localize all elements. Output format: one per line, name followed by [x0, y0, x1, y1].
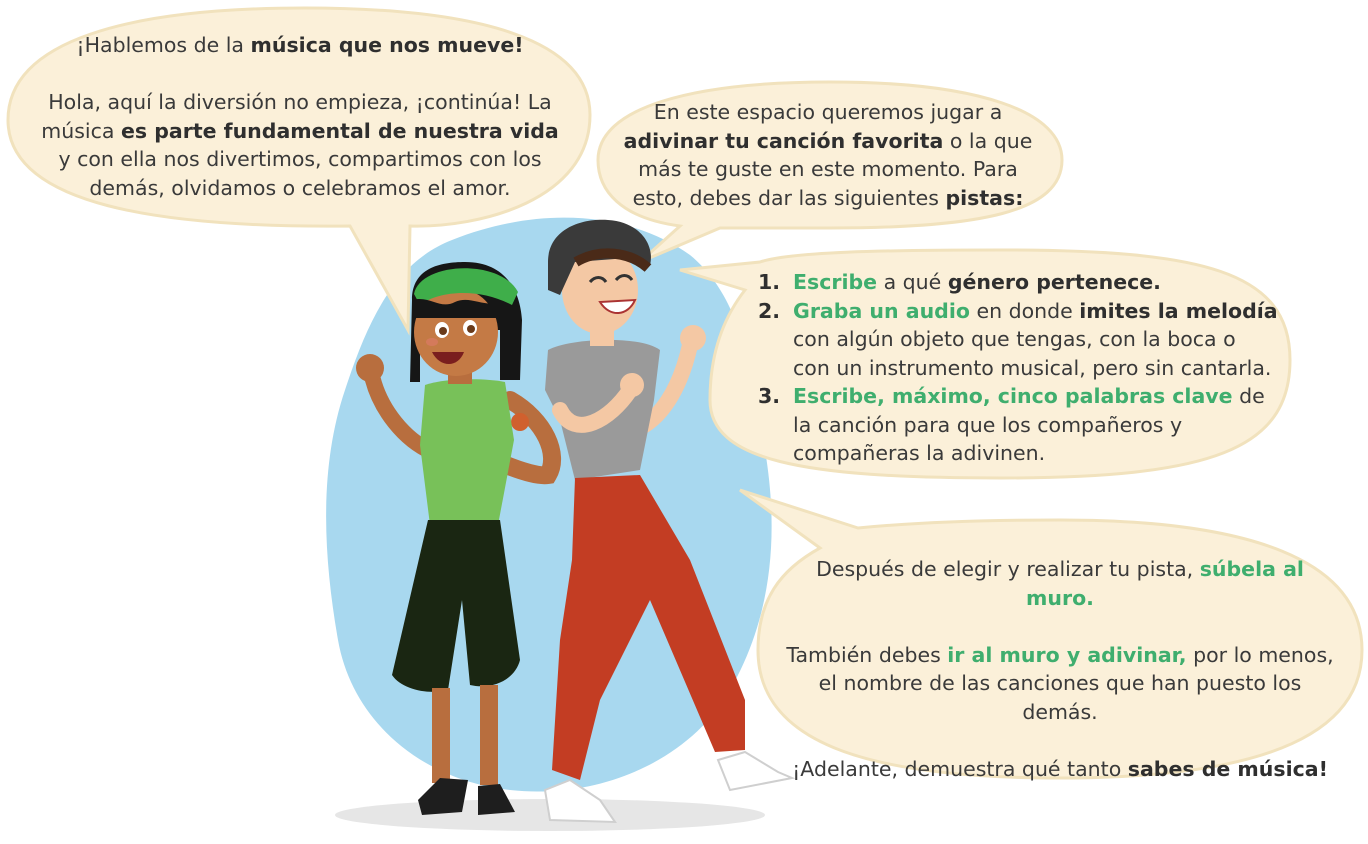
wall-paragraph-2: También debes ir al muro y adivinar, por lo menos, el nombre de las canciones que han puesto los demás. [786, 642, 1334, 724]
speech-bubble-intro [40, 31, 560, 202]
game-paragraph: En este espacio queremos jugar a adivinar tu canción favorita o la que más te guste en este momento. Para esto, debes dar las siguientes pistas: [623, 100, 1033, 210]
speech-bubble-game [618, 98, 1038, 212]
step-item: 1. Escribe a qué género pertenece. [758, 270, 1161, 294]
wall-paragraph-3: ¡Adelante, demuestra qué tanto sabes de música! [792, 756, 1328, 781]
intro-title: ¡Hablemos de la música que nos mueve! [76, 33, 524, 57]
wall-paragraph-1: Después de elegir y realizar tu pista, súbela al muro. [816, 557, 1304, 610]
girl-left-shoe [418, 778, 468, 815]
speech-bubble-steps [758, 268, 1278, 468]
girl-shirt [420, 379, 514, 525]
intro-paragraph: Hola, aquí la diversión no empieza, ¡continúa! La música es parte fundamental de nuestra vida y con ella nos divertimos, compartimos con los demás, olvidamos o celebramos el amor. [41, 90, 559, 200]
step-item: 2. Graba un audio en donde imites la melodía con algún objeto que tengas, con la boca o con un instrumento musical, pero sin cantarla. [758, 298, 1278, 380]
step-item: 3. Escribe, máximo, cinco palabras clave de la canción para que los compañeros y compañeras la adivinen. [758, 384, 1265, 465]
steps-list [758, 268, 1278, 468]
speech-bubble-wall [780, 555, 1340, 783]
